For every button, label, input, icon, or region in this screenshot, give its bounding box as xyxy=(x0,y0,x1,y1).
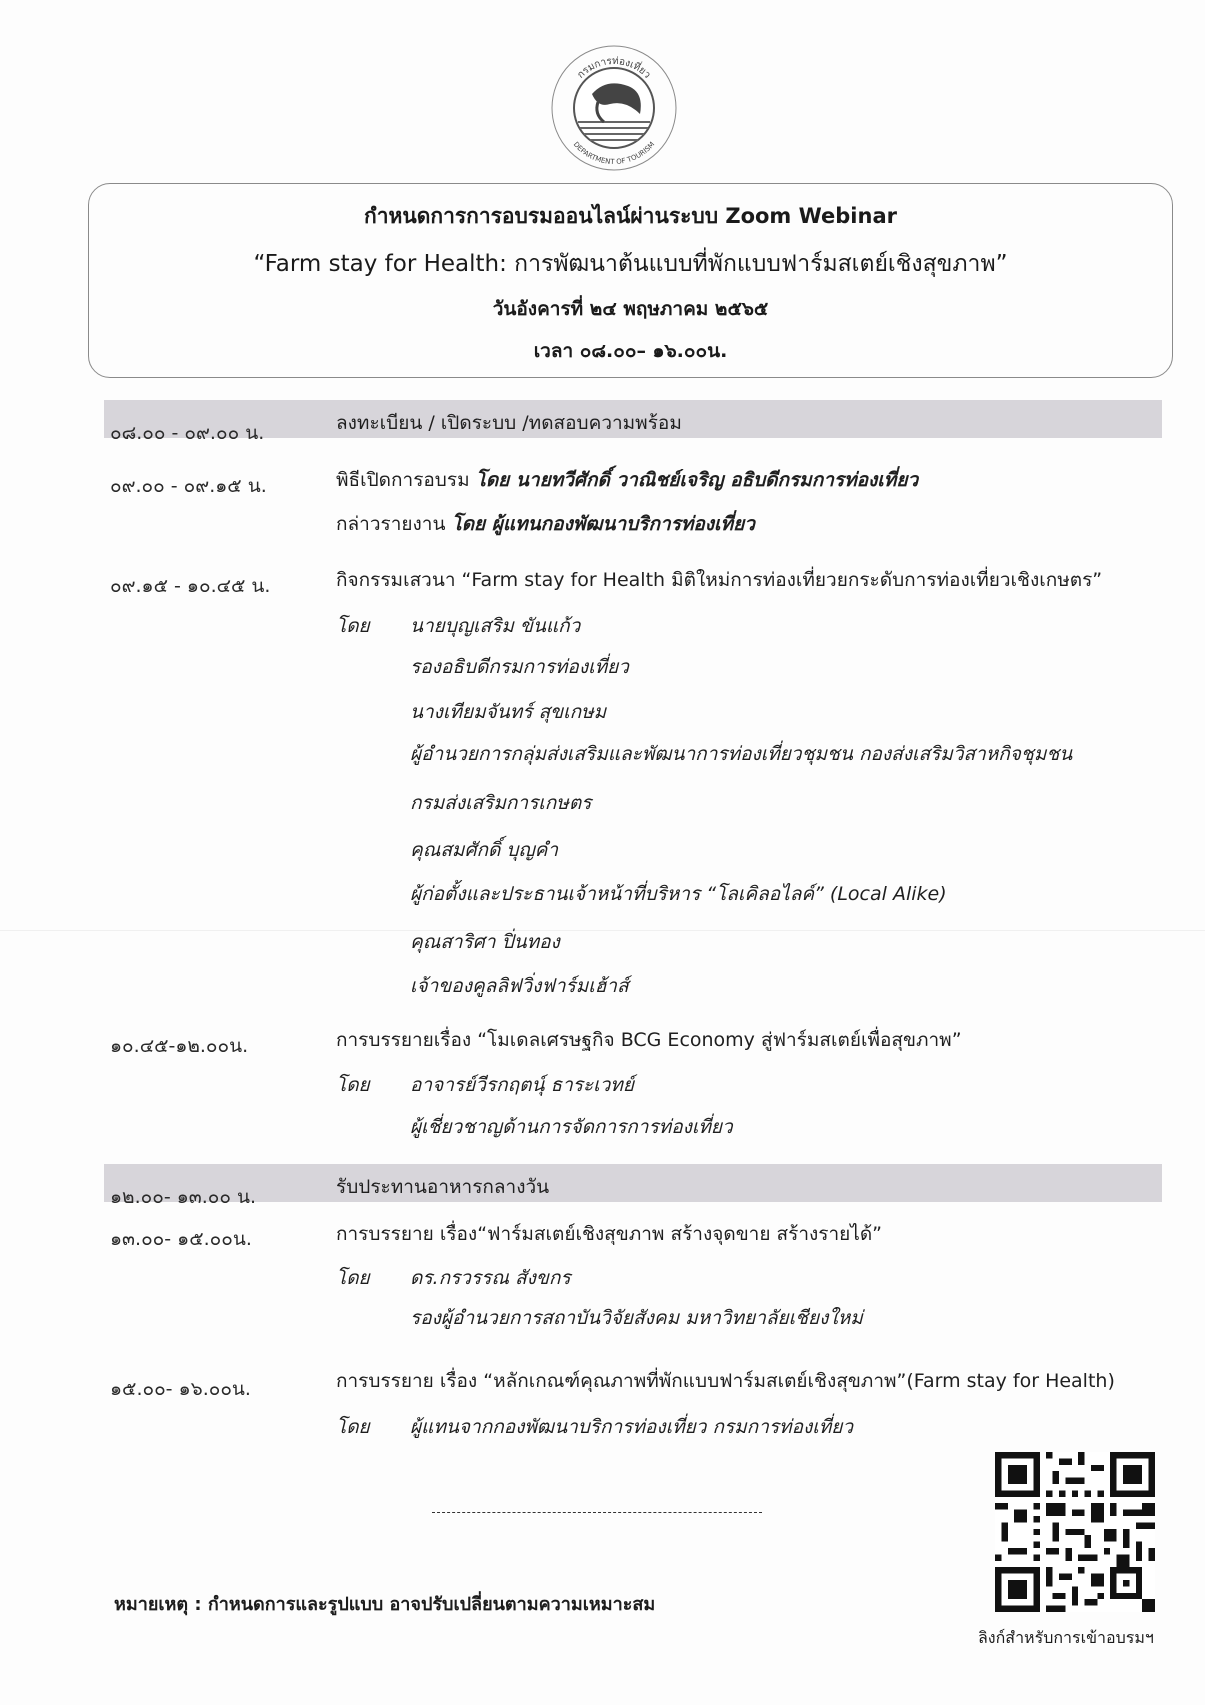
speaker-line: ผู้อำนวยการกลุ่มส่งเสริมและพัฒนาการท่องเที่ยวชุมชน กองส่งเสริมวิสาหกิจชุมชน xyxy=(410,743,1073,765)
opening-ceremony-by: โดย นายทวีศักดิ์ วาณิชย์เจริญ อธิบดีกรมการท่องเที่ยว xyxy=(475,469,919,491)
session-7-time: ๑๕.๐๐- ๑๖.๐๐น. xyxy=(110,1378,251,1400)
header-time: เวลา ๐๘.๐๐– ๑๖.๐๐น. xyxy=(533,340,728,362)
session-1-title: ลงทะเบียน / เปิดระบบ /ทดสอบความพร้อม xyxy=(336,412,682,434)
speaker-line: นางเทียมจันทร์ สุขเกษม xyxy=(410,701,607,723)
session-6-by-label: โดย xyxy=(336,1267,370,1289)
speaker-line: ผู้แทนจากกองพัฒนาบริการท่องเที่ยว กรมการท่องเที่ยว xyxy=(410,1416,854,1438)
qr-code[interactable] xyxy=(995,1452,1155,1612)
speaker-line: รองอธิบดีกรมการท่องเที่ยว xyxy=(410,656,629,678)
footnote: หมายเหตุ : กำหนดการและรูปแบบ อาจปรับเปลี่ยนตามความเหมาะสม xyxy=(114,1594,656,1615)
speaker-line: ผู้เชี่ยวชาญด้านการจัดการการท่องเที่ยว xyxy=(410,1116,733,1138)
session-2-time: ๐๙.๐๐ - ๐๙.๑๕ น. xyxy=(110,475,267,497)
end-divider xyxy=(432,1512,762,1513)
header-title: กำหนดการการอบรมออนไลน์ผ่านระบบ Zoom Webinar xyxy=(364,204,897,228)
logo-english-text: DEPARTMENT OF TOURISM xyxy=(571,140,657,167)
session-1-time: ๐๘.๐๐ - ๐๙.๐๐ น. xyxy=(110,422,265,444)
session-7-by-label: โดย xyxy=(336,1416,370,1438)
session-3-time: ๐๙.๑๕ - ๑๐.๔๕ น. xyxy=(110,575,271,597)
speaker-line: นายบุญเสริม ขันแก้ว xyxy=(410,615,581,637)
speaker-line: อาจารย์วีรกฤตนุ์ ธาระเวทย์ xyxy=(410,1074,634,1096)
speaker-line: คุณสมศักดิ์ บุญคำ xyxy=(410,839,559,861)
speaker-line: คุณสาริศา ปิ่นทอง xyxy=(410,931,560,953)
speaker-line: กรมส่งเสริมการเกษตร xyxy=(410,792,592,814)
session-2-line-2 xyxy=(336,512,755,536)
paper-crease xyxy=(0,930,1205,931)
session-3-title: กิจกรรมเสวนา “Farm stay for Health มิติใหม่การท่องเที่ยวยกระดับการท่องเที่ยวเชิงเกษตร” xyxy=(336,569,1103,591)
qr-caption: ลิงก์สำหรับการเข้าอบรมฯ xyxy=(978,1628,1154,1647)
session-4-title: การบรรยายเรื่อง “โมเดลเศรษฐกิจ BCG Economy สู่ฟาร์มสเตย์เพื่อสุขภาพ” xyxy=(336,1029,962,1051)
session-6-time: ๑๓.๐๐- ๑๕.๐๐น. xyxy=(110,1228,252,1250)
header-date: วันอังคารที่ ๒๔ พฤษภาคม ๒๕๖๕ xyxy=(492,298,769,320)
header-subtitle: “Farm stay for Health: การพัฒนาต้นแบบที่พักแบบฟาร์มสเตย์เชิงสุขภาพ” xyxy=(253,251,1008,277)
session-3-by-label: โดย xyxy=(336,615,370,637)
session-6-title: การบรรยาย เรื่อง“ฟาร์มสเตย์เชิงสุขภาพ สร้างจุดขาย สร้างรายได้” xyxy=(336,1223,883,1245)
session-5-time: ๑๒.๐๐- ๑๓.๐๐ น. xyxy=(110,1186,257,1208)
speaker-line: เจ้าของคูลลิฟวิ่งฟาร์มเฮ้าส์ xyxy=(410,975,629,997)
session-7-title: การบรรยาย เรื่อง “หลักเกณฑ์คุณภาพที่พักแบบฟาร์มสเตย์เชิงสุขภาพ”(Farm stay for Health) xyxy=(336,1370,1115,1392)
session-4-by-label: โดย xyxy=(336,1074,370,1096)
speaker-line: ดร.กรวรรณ สังขกร xyxy=(410,1267,571,1289)
session-2-line-1 xyxy=(336,468,918,492)
session-4-time: ๑๐.๔๕-๑๒.๐๐น. xyxy=(110,1035,249,1057)
speaker-line: ผู้ก่อตั้งและประธานเจ้าหน้าที่บริหาร “โลเคิลอไลค์” (Local Alike) xyxy=(410,883,947,905)
department-of-tourism-logo xyxy=(548,42,680,174)
header-box xyxy=(88,183,1173,378)
session-5-title: รับประทานอาหารกลางวัน xyxy=(336,1176,550,1198)
session-band-lunch xyxy=(104,1164,1162,1202)
report-label: กล่าวรายงาน xyxy=(336,513,446,535)
opening-ceremony-label: พิธีเปิดการอบรม xyxy=(336,469,470,491)
speaker-line: รองผู้อำนวยการสถาบันวิจัยสังคม มหาวิทยาลัยเชียงใหม่ xyxy=(410,1307,863,1329)
report-by: โดย ผู้แทนกองพัฒนาบริการท่องเที่ยว xyxy=(451,513,755,535)
logo-thai-text: กรมการท่องเที่ยว xyxy=(575,55,653,81)
